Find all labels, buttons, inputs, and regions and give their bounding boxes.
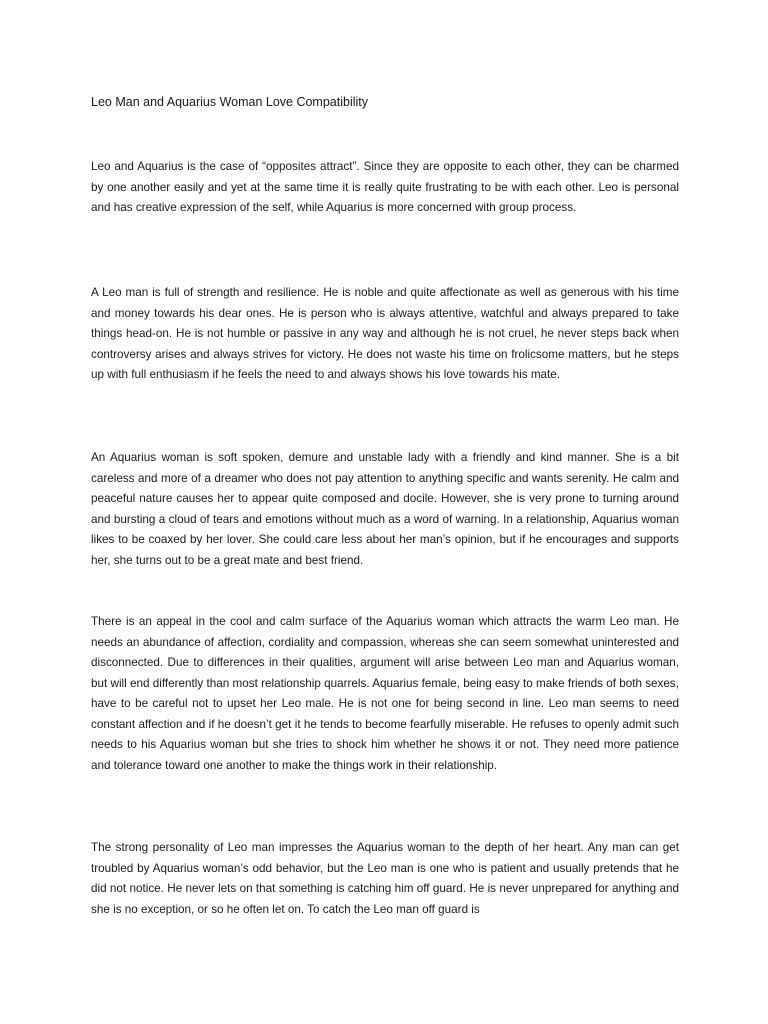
paragraph-opposites-attract: Leo and Aquarius is the case of “opposites attract”. Since they are opposite to each other, they can be charmed by one another easily and yet at the same time it is really quite frustrating to be with each other. Leo is personal and has creative expression of the self, while Aquarius is more concerned with group process. bbox=[91, 160, 679, 214]
paragraph-aquarius-woman: An Aquarius woman is soft spoken, demure and unstable lady with a friendly and kind manner. She is a bit careless and more of a dreamer who does not pay attention to anything specific and wants serenity. He calm and peaceful nature causes her to appear quite composed and docile. However, she is very prone to turning around and bursting a cloud of tears and emotions without much as a word of warning. In a relationship, Aquarius woman likes to be coaxed by her lover. She could care less about her man’s opinion, but if he encourages and supports her, she turns out to be a great mate and best friend. bbox=[91, 451, 679, 567]
document-title: Leo Man and Aquarius Woman Love Compatibility bbox=[91, 95, 369, 109]
paragraph-strong-personality: The strong personality of Leo man impresses the Aquarius woman to the depth of her heart. Any man can get troubled by Aquarius woman’s odd behavior, but the Leo man is one who is patient and usually pretends that he did not notice. He never lets on that something is catching him off guard. He is never unprepared for anything and she is no exception, or so he often let on. To catch the Leo man off guard is bbox=[91, 841, 679, 916]
paragraph-appeal: There is an appeal in the cool and calm surface of the Aquarius woman which attracts the warm Leo man. He needs an abundance of affection, cordiality and compassion, whereas she can seem somewhat uninterested and disconnected. Due to differences in their qualities, argument will arise between Leo man and Aquarius woman, but will end differently than most relationship quarrels. Aquarius female, being easy to make friends of both sexes, have to be careful not to upset her Leo male. He is not one for being second in line. Leo man seems to need constant affection and if he doesn’t get it he tends to become fearfully miserable. He refuses to openly admit such needs to his Aquarius woman but she tries to shock him whether he shows it or not. They need more patience and tolerance toward one another to make the things work in their relationship. bbox=[91, 615, 679, 772]
paragraph-leo-man: A Leo man is full of strength and resilience. He is noble and quite affectionate as well as generous with his time and money towards his dear ones. He is person who is always attentive, watchful and always prepared to take things head-on. He is not humble or passive in any way and although he is not cruel, he never steps back when controversy arises and always strives for victory. He does not waste his time on frolicsome matters, but he steps up with full enthusiasm if he feels the need to and always shows his love towards his mate. bbox=[91, 286, 679, 381]
